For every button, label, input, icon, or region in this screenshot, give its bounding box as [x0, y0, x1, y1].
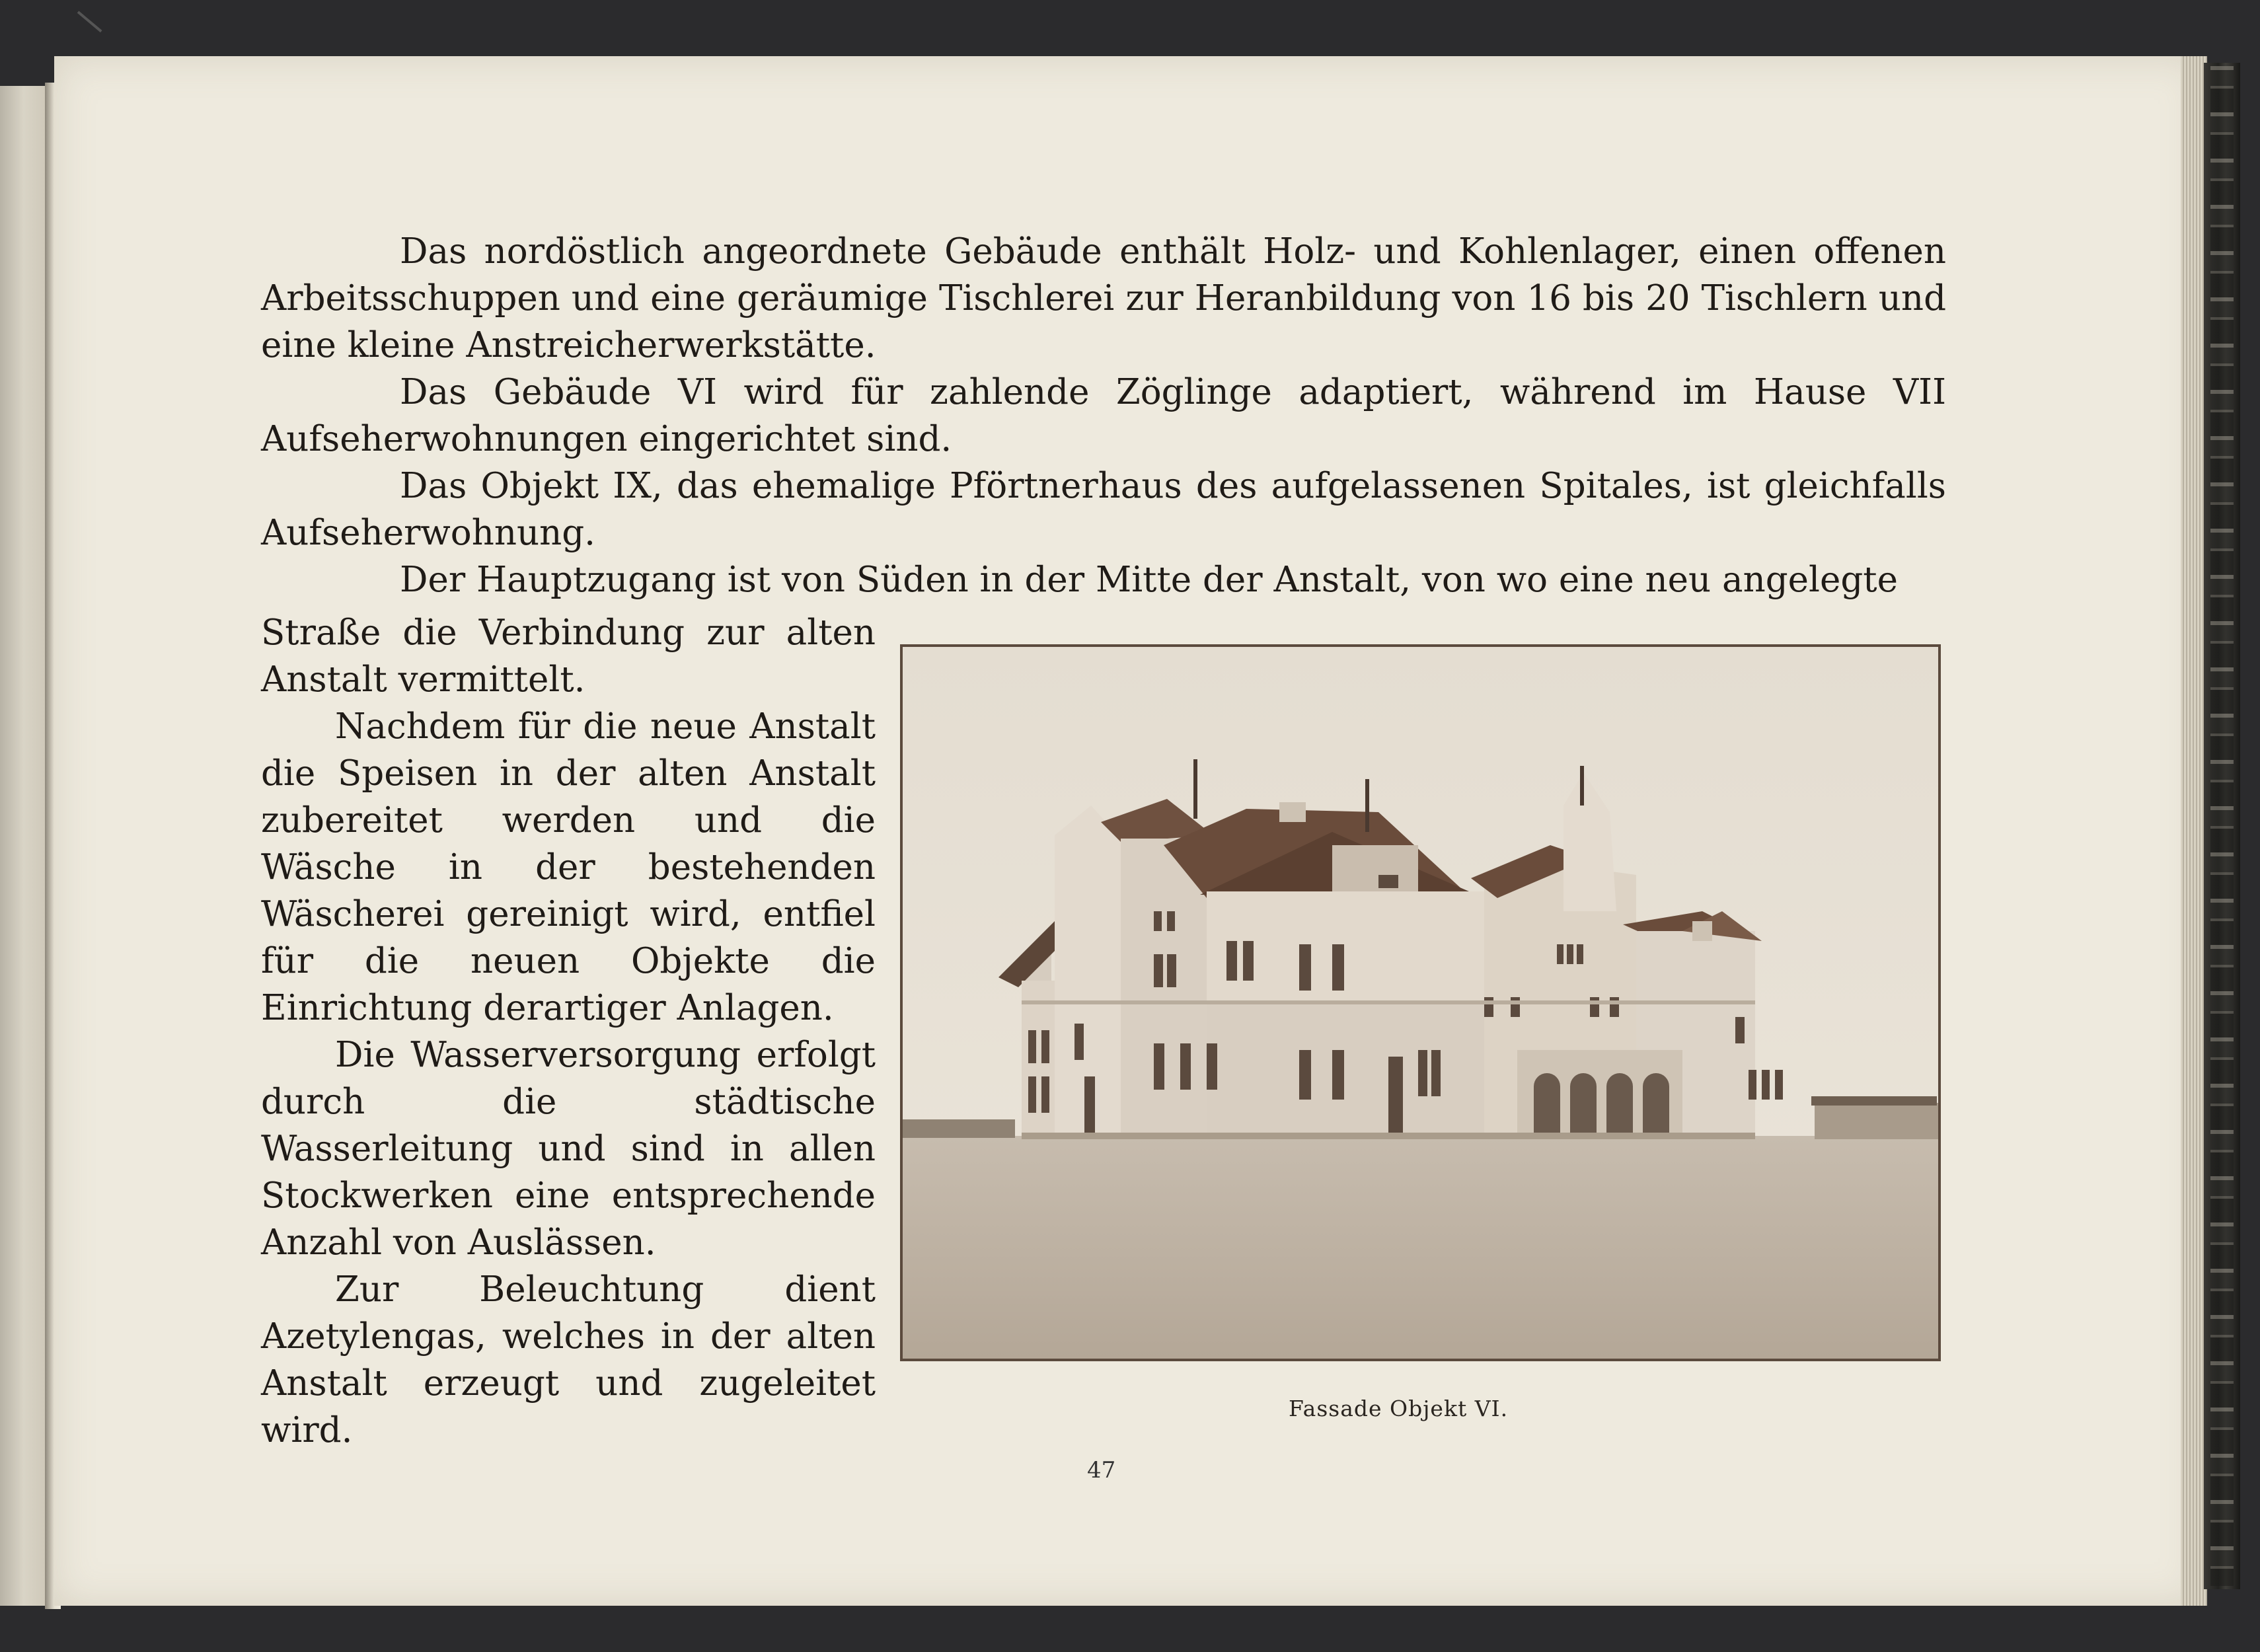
- paragraph: Die Wasserversorgung erfolgt durch die städtische Wasserleitung und sind in allen Stockwerken eine entsprechende Anzahl von Auslässen.: [261, 1035, 876, 1263]
- paragraph: Das Gebäude VI wird für zahlende Zöglinge adaptiert, während im Hause VII Aufseherwohnungen eingerichtet sind.: [261, 372, 1946, 459]
- paragraph: Straße die Verbindung zur alten Anstalt vermittelt.: [261, 613, 876, 700]
- scan-corner-mark: [77, 11, 102, 32]
- top-text-block: [261, 228, 1946, 603]
- paragraph: Das Objekt IX, das ehemalige Pförtnerhaus des aufgelassenen Spitales, ist gleichfalls Aufseherwohnung.: [261, 466, 1946, 553]
- left-column-text: [261, 609, 876, 1454]
- building-photograph: [900, 644, 1941, 1361]
- paragraph: Der Hauptzugang ist von Süden in der Mitte der Anstalt, von wo eine neu angelegte: [400, 560, 1898, 600]
- page-number: 47: [1087, 1457, 1116, 1483]
- paragraph: Nachdem für die neue Anstalt die Speisen in der alten Anstalt zubereitet werden und die Wäsche in der bestehenden Wäscherei gereinigt wird, entfiel für die neuen Objekte die Einrichtung derartiger Anlagen.: [261, 706, 876, 1028]
- page-stack-edges: [2181, 56, 2207, 1606]
- cover-marbling: [2210, 66, 2234, 1586]
- paragraph: Zur Beleuchtung dient Azetylengas, welches in der alten Anstalt erzeugt und zugeleitet wird.: [261, 1269, 876, 1450]
- figure-caption: Fassade Objekt VI.: [1289, 1396, 1509, 1421]
- paragraph: Das nordöstlich angeordnete Gebäude enthält Holz- und Kohlenlager, einen offenen Arbeitsschuppen und eine geräumige Tischlerei zur Heranbildung von 16 bis 20 Tischlern und eine kleine Anstreicherwerkstätte.: [261, 231, 1946, 365]
- building-facade-illustration: [903, 647, 1938, 1359]
